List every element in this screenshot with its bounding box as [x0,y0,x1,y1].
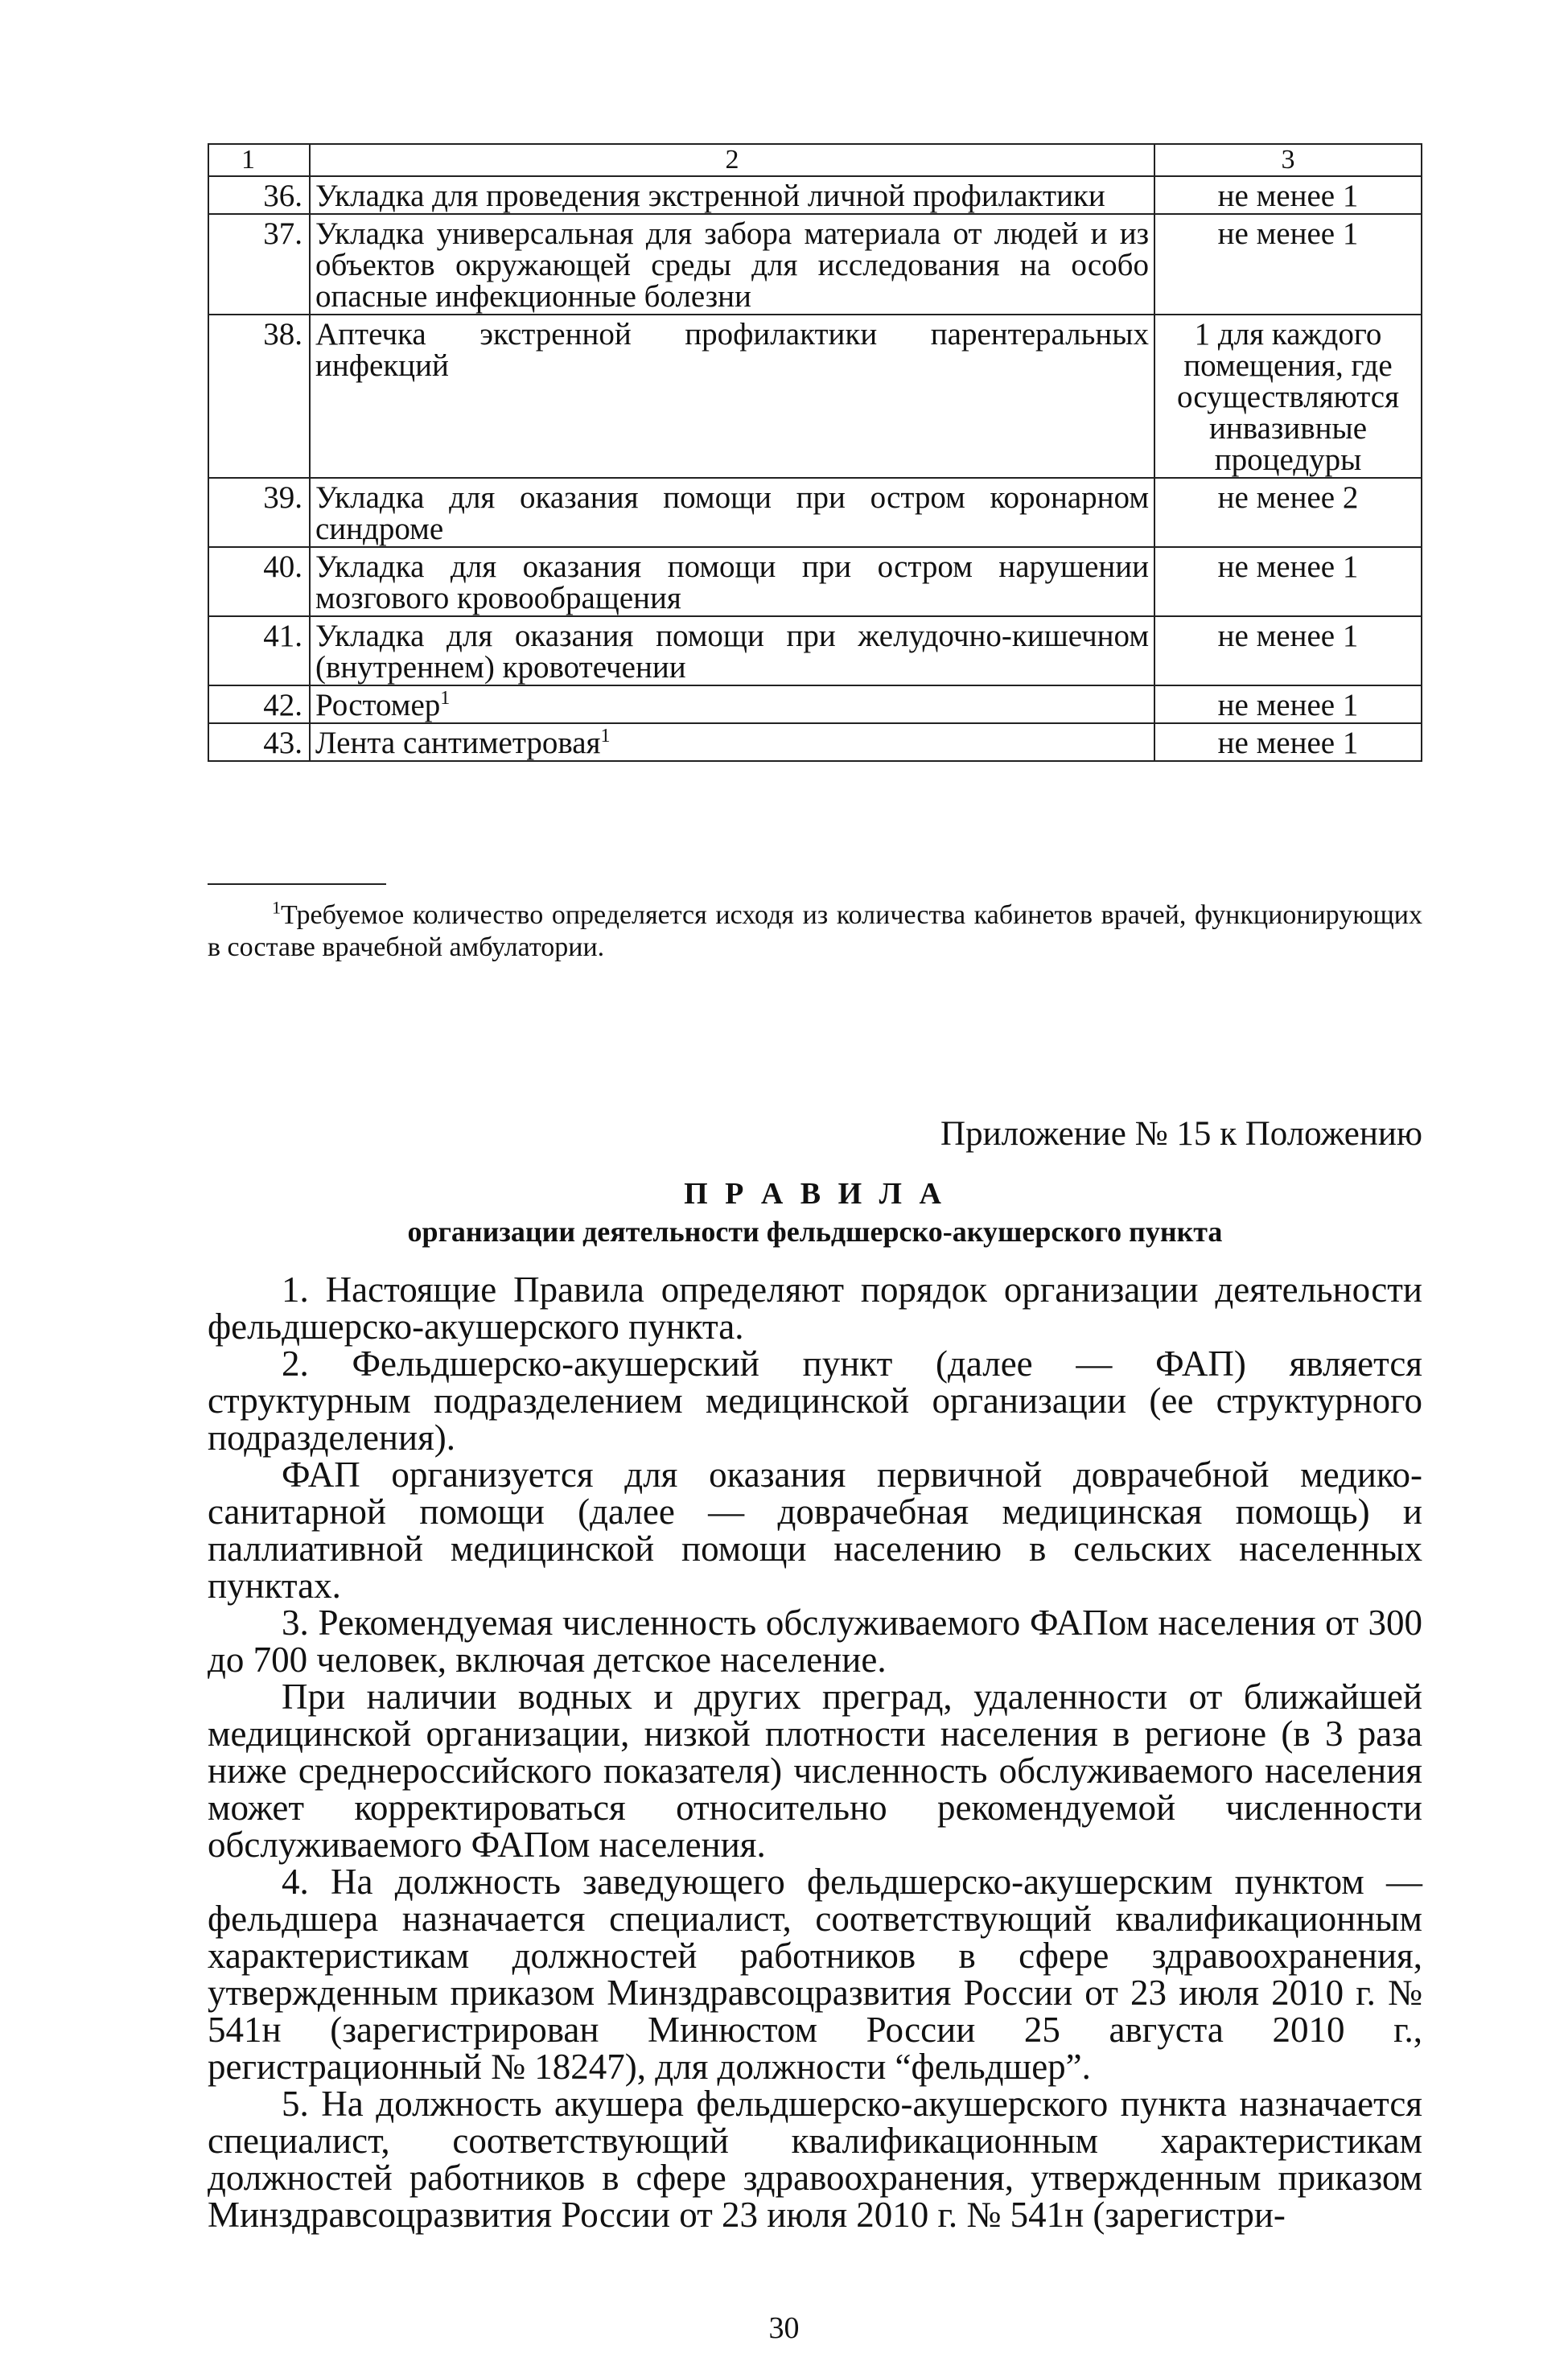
footnote-text: Требуемое количество определяется исходя из количества кабинетов врачей, функционирующих в составе врачебной амбулатории. [208,900,1422,962]
footnote-ref: 1 [440,688,451,709]
header-col-3: 3 [1154,144,1422,176]
footnote-divider [208,883,386,885]
row-quantity: не менее 1 [1154,214,1422,315]
paragraph: 4. На должность заведующего фельдшерско-акушерским пунктом — фельдшера назначается специалист, соответствующий квалификационным характеристикам должностей работников в сфере здравоохранения, утвержденным приказом Минздравсоцразвития России от 23 июля 2010 г. № 541н (зарегистрирован Минюстом России 25 августа 2010 г., регистрационный № 18247), для должности “фельдшер”. [208,1862,1422,2087]
item-name-text: Ростомер [315,688,441,722]
table-row [208,214,1422,315]
row-number: 38. [208,315,310,478]
footnote-ref: 1 [600,726,611,747]
row-item-name: Укладка для оказания помощи при желудочно-кишечном (внутреннем) кровотечении [310,616,1154,685]
row-item-name: Укладка универсальная для забора материала от людей и из объектов окружающей среды для исследования на особо опасные инфекционные болезни [310,214,1154,315]
table-row [208,547,1422,616]
paragraph: При наличии водных и других преград, удаленности от ближайшей медицинской организации, низкой плотности населения в регионе (в 3 раза ниже среднероссийского показателя) численность обслуживаемого населения может корректироваться относительно рекомендуемой численности обслуживаемого ФАПом населения. [208,1677,1422,1865]
table-row [208,315,1422,478]
row-quantity: не менее 1 [1154,723,1422,761]
row-number: 42. [208,685,310,723]
row-number: 43. [208,723,310,761]
item-name-text: Лента сантиметровая [315,726,601,760]
paragraph: 1. Настоящие Правила определяют порядок организации деятельности фельдшерско-акушерского пункта. [208,1269,1422,1347]
rules-body [208,1271,1422,2233]
row-quantity: не менее 2 [1154,478,1422,547]
header-col-2: 2 [310,144,1154,176]
page-number: 30 [768,2311,800,2345]
row-quantity: не менее 1 [1154,547,1422,616]
table-row [208,723,1422,761]
rules-subtitle: организации деятельности фельдшерско-акушерского пункта [407,1216,1223,1248]
row-quantity: 1 для каждого помещения, где осуществляются инвазивные процедуры [1154,315,1422,478]
footnote [208,899,1422,964]
row-item-name: Укладка для проведения экстренной личной профилактики [310,176,1154,214]
equipment-table [208,143,1422,762]
row-number: 37. [208,214,310,315]
paragraph: ФАП организуется для оказания первичной доврачебной медико-санитарной помощи (далее — доврачебная медицинская помощь) и паллиативной медицинской помощи населению в сельских населенных пунктах. [208,1454,1422,1606]
paragraph: 2. Фельдшерско-акушерский пункт (далее — ФАП) является структурным подразделением медицинской организации (ее структурного подразделения). [208,1343,1422,1458]
row-quantity: не менее 1 [1154,685,1422,723]
paragraph: 3. Рекомендуемая численность обслуживаемого ФАПом населения от 300 до 700 человек, включая детское население. [208,1603,1422,1680]
table-row [208,176,1422,214]
row-item-name [310,723,1154,761]
paragraph: 5. На должность акушера фельдшерско-акушерского пункта назначается специалист, соответствующий квалификационным характеристикам должностей работников в сфере здравоохранения, утвержденным приказом Минздравсоцразвития России от 23 июля 2010 г. № 541н (зарегистри- [208,2084,1422,2235]
row-number: 41. [208,616,310,685]
row-number: 40. [208,547,310,616]
table-row [208,685,1422,723]
rules-title: П Р А В И Л А [684,1177,946,1211]
row-item-name: Укладка для оказания помощи при остром коронарном синдроме [310,478,1154,547]
row-item-name: Аптечка экстренной профилактики парентеральных инфекций [310,315,1154,478]
row-item-name [310,685,1154,723]
table-header-row [208,144,1422,176]
row-number: 39. [208,478,310,547]
table-row [208,478,1422,547]
row-item-name: Укладка для оказания помощи при остром нарушении мозгового кровообращения [310,547,1154,616]
row-quantity: не менее 1 [1154,176,1422,214]
row-number: 36. [208,176,310,214]
table-row [208,616,1422,685]
footnote-mark: 1 [272,897,281,918]
row-quantity: не менее 1 [1154,616,1422,685]
header-col-1: 1 [208,144,310,176]
appendix-label: Приложение № 15 к Положению [940,1115,1422,1153]
